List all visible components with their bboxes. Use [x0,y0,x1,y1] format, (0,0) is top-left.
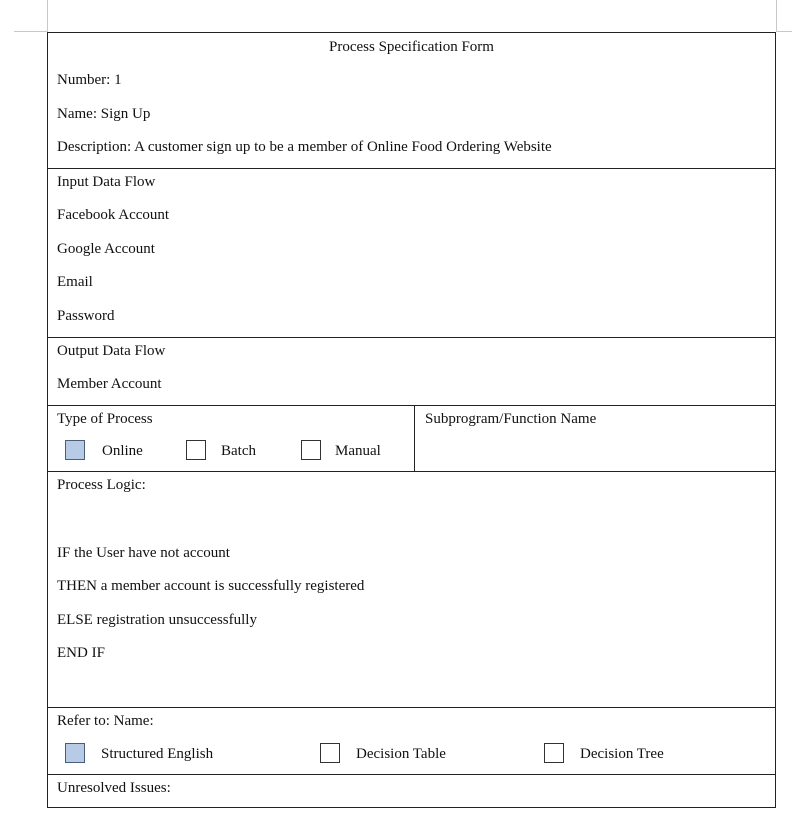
input-data-flow-item: Facebook Account [57,207,170,223]
page-margin-mark-left-horizontal [14,31,47,32]
decision-tree-checkbox[interactable] [544,743,564,763]
batch-checkbox[interactable] [186,440,206,460]
process-logic-line: THEN a member account is successfully registered [57,578,365,594]
divider-refer-to [48,774,775,775]
page-margin-mark-left-vertical [47,0,48,32]
manual-checkbox[interactable] [301,440,321,460]
divider-process-logic [48,707,775,708]
input-data-flow-item: Email [57,274,93,290]
online-checkbox-label: Online [102,443,143,459]
output-data-flow-label: Output Data Flow [57,343,166,359]
page-margin-mark-right-horizontal [777,31,792,32]
form-title: Process Specification Form [329,39,494,55]
page-margin-mark-right-vertical [776,0,777,32]
divider-output [48,405,775,406]
divider-vertical-type-subprogram [414,405,415,471]
divider-input [48,337,775,338]
input-data-flow-item: Google Account [57,241,155,257]
input-data-flow-item: Password [57,308,115,324]
input-data-flow-label: Input Data Flow [57,174,156,190]
divider-header [48,168,775,169]
manual-checkbox-label: Manual [335,443,381,459]
batch-checkbox-label: Batch [221,443,256,459]
process-description: Description: A customer sign up to be a member of Online Food Ordering Website [57,139,552,155]
structured-english-checkbox[interactable] [65,743,85,763]
process-logic-label: Process Logic: [57,477,146,493]
structured-english-checkbox-label: Structured English [101,746,214,762]
online-checkbox[interactable] [65,440,85,460]
process-number: Number: 1 [57,72,122,88]
decision-tree-checkbox-label: Decision Tree [580,746,664,762]
subprogram-function-name-label: Subprogram/Function Name [425,411,597,427]
process-logic-line: ELSE registration unsuccessfully [57,612,257,628]
process-logic-line: IF the User have not account [57,545,230,561]
type-of-process-label: Type of Process [57,411,153,427]
decision-table-checkbox[interactable] [320,743,340,763]
unresolved-issues-label: Unresolved Issues: [57,780,171,796]
output-data-flow-item: Member Account [57,376,162,392]
refer-to-label: Refer to: Name: [57,713,154,729]
process-name: Name: Sign Up [57,106,151,122]
process-logic-line: END IF [57,645,105,661]
decision-table-checkbox-label: Decision Table [356,746,446,762]
divider-type-of-process [48,471,775,472]
process-specification-form [47,32,776,808]
